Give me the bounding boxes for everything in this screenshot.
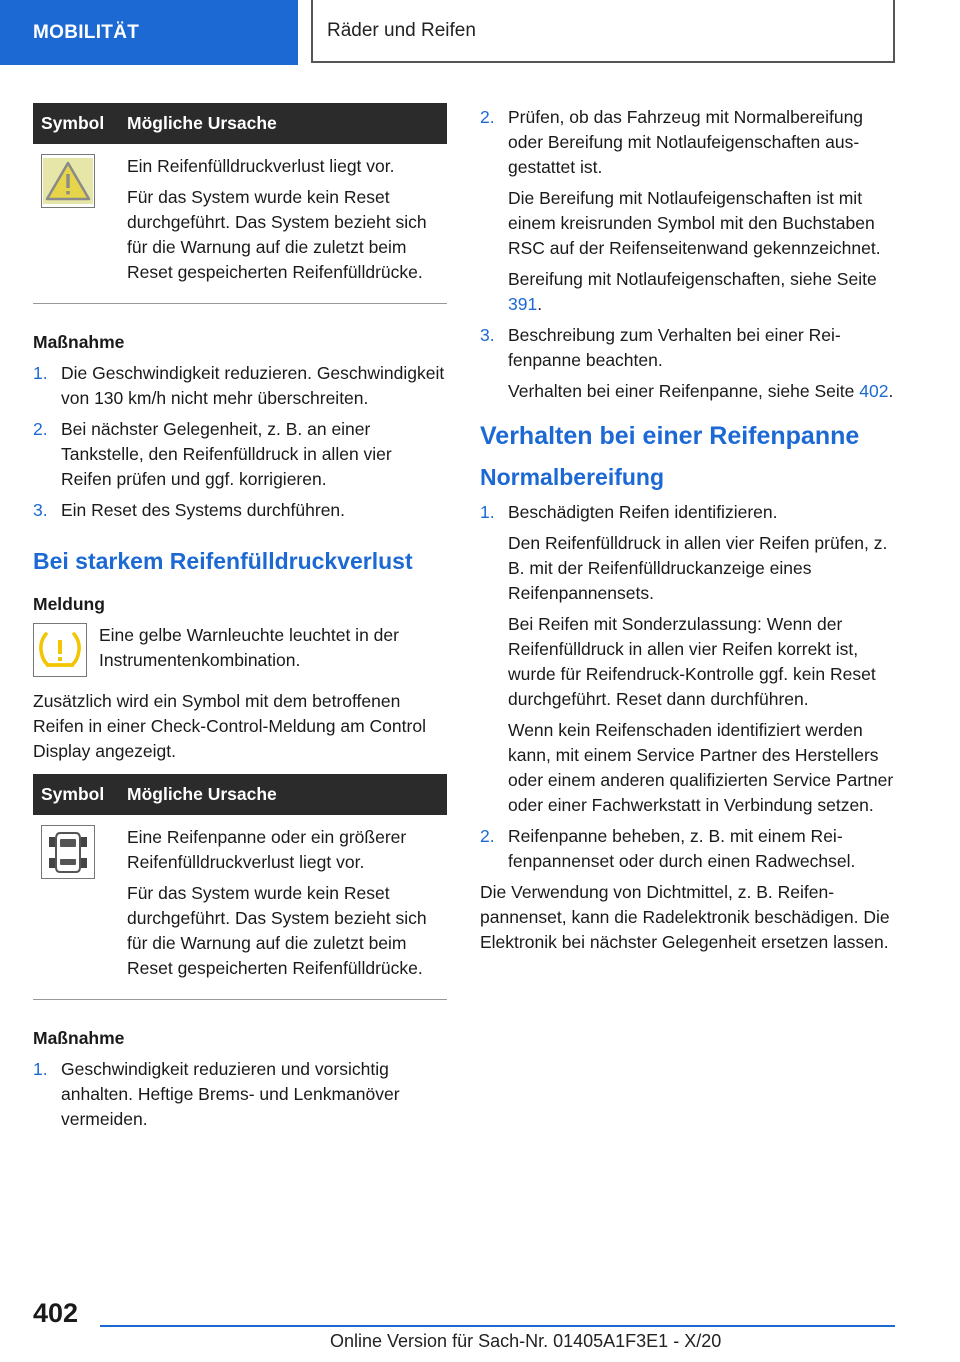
meldung-heading: Meldung — [33, 594, 105, 614]
tire-pressure-warning-icon — [33, 623, 87, 677]
ref-suffix: . — [888, 381, 894, 401]
right-column — [480, 105, 895, 965]
list-item — [33, 1057, 447, 1132]
table-header-cause: Mögliche Ursache — [119, 103, 447, 144]
step-paragraph: Wenn kein Reifenschaden identifiziert werden kann, mit einem Service Partner des Herstellers oder einem anderen qualifizierten Service Partner oder einer Fachwerkstatt in Verbindung setzen. — [508, 720, 894, 815]
massnahme-heading: Maßnahme — [33, 332, 125, 352]
step-paragraph: Den Reifenfülldruck in allen vier Reifen prüfen, z. B. mit der Reifenfülldruckanzeige eines Reifenpannensets. — [508, 533, 888, 603]
cause-text: Für das System wurde kein Reset durchgeführt. Das System bezieht sich für die Warnung auf die zuletzt beim Reset gespeicherten Reifenfülldrücke. — [127, 187, 427, 282]
step-number: 3. — [480, 325, 495, 345]
list-item — [33, 417, 447, 492]
cause-cell — [119, 815, 447, 1000]
symbol-table-2 — [33, 774, 447, 1000]
list-item — [33, 498, 447, 523]
cause-text: Eine Reifenpanne oder ein größerer Reifenfülldruckverlust liegt vor. — [127, 827, 407, 872]
chapter-header — [311, 0, 895, 63]
step-number: 1. — [33, 1059, 48, 1079]
table-row — [33, 815, 447, 1000]
left-column — [33, 103, 447, 1138]
table-header-symbol: Symbol — [33, 103, 119, 144]
ref-text: Bereifung mit Notlaufeigenschaften, siehe Seite — [508, 269, 877, 289]
step-number: 1. — [33, 363, 48, 383]
list-item — [480, 105, 895, 317]
section-heading: Verhalten bei einer Reifenpanne — [480, 422, 860, 450]
page-link[interactable]: 402 — [859, 381, 889, 401]
warning-triangle-icon — [41, 154, 95, 208]
normal-steps-list — [480, 500, 895, 874]
list-item — [480, 323, 895, 404]
subsection-heading: Normalbereifung — [480, 464, 665, 490]
meldung-block — [33, 623, 447, 677]
table-row — [33, 144, 447, 304]
cause-cell — [119, 144, 447, 304]
step-text: Bei nächster Gelegenheit, z. B. an einer Tankstelle, den Reifenfülldruck in allen vier Reifen prüfen und ggf. korrigieren. — [61, 419, 392, 489]
step-number: 2. — [480, 826, 495, 846]
ref-suffix: . — [537, 294, 543, 314]
massnahme-list-1 — [33, 361, 447, 523]
step-text: Beschädigten Reifen identifizieren. — [508, 502, 778, 522]
list-item — [480, 824, 895, 874]
footer-divider — [100, 1325, 895, 1327]
massnahme-list-2 — [33, 1057, 447, 1132]
table-header-cause: Mögliche Ursache — [119, 774, 447, 815]
step-text: Geschwindigkeit reduzieren und vorsichtig anhalten. Heftige Brems- und Lenkmanöver vermeiden. — [61, 1059, 400, 1129]
step-paragraph — [508, 267, 895, 317]
paragraph: Die Verwendung von Dichtmittel, z. B. Reifenpannenset, kann die Radelektronik beschädigen. Die Elektronik bei nächster Gelegenheit ersetzen lassen. — [480, 882, 890, 952]
step-number: 2. — [33, 419, 48, 439]
symbol-cell — [33, 144, 119, 304]
step-number: 1. — [480, 502, 495, 522]
chapter-title: Räder und Reifen — [327, 19, 476, 41]
footer-online-version: Online Version für Sach-Nr. 01405A1F3E1 - X/20 — [330, 1331, 722, 1351]
page-number: 402 — [33, 1298, 79, 1328]
step-number: 3. — [33, 500, 48, 520]
cause-text: Für das System wurde kein Reset durchgeführt. Das System bezieht sich für die Warnung auf die zuletzt beim Reset gespeicherten Reifenfülldrücke. — [127, 883, 427, 978]
car-tire-status-icon — [41, 825, 95, 879]
meldung-text: Eine gelbe Warnleuchte leuchtet in der Instrumentenkombination. — [99, 625, 399, 670]
ref-text: Verhalten bei einer Reifenpanne, siehe Seite — [508, 381, 860, 401]
page-link[interactable]: 391 — [508, 294, 538, 314]
step-text: Die Geschwindigkeit reduzieren. Geschwindigkeit von 130 km/h nicht mehr überschreiten. — [61, 363, 445, 408]
step-paragraph: Bei Reifen mit Sonderzulassung: Wenn der Reifenfülldruck in allen vier Reifen korrekt ist, wurde für Reifendruck-Kontrolle ggf. kein Reset durchgeführt. Reset dann durchführen. — [508, 614, 876, 709]
cause-text: Ein Reifenfülldruckverlust liegt vor. — [127, 156, 395, 176]
step-number: 2. — [480, 107, 495, 127]
section-title: MOBILITÄT — [33, 21, 140, 43]
step-paragraph: Die Bereifung mit Notlaufeigenschaften ist mit einem kreisrunden Symbol mit den Buchstaben RSC auf der Reifenseitenwand gekennzeichnet. — [508, 188, 881, 258]
step-paragraph — [508, 379, 895, 404]
symbol-cell — [33, 815, 119, 1000]
section-heading: Bei starkem Reifenfülldruckverlust — [33, 548, 413, 574]
step-text: Beschreibung zum Verhalten bei einer Reifenpanne beachten. — [508, 325, 841, 370]
list-item — [480, 500, 895, 818]
symbol-table-1 — [33, 103, 447, 304]
step-text: Ein Reset des Systems durchführen. — [61, 500, 346, 520]
step-text: Reifenpanne beheben, z. B. mit einem Reifenpannenset oder durch einen Radwechsel. — [508, 826, 856, 871]
paragraph: Zusätzlich wird ein Symbol mit dem betroffenen Reifen in einer Check-Control-Meldung am Control Display angezeigt. — [33, 691, 426, 761]
step-text: Prüfen, ob das Fahrzeug mit Normalbereifung oder Bereifung mit Notlaufeigenschaften ausgestattet ist. — [508, 107, 864, 177]
list-item — [33, 361, 447, 411]
check-steps-list — [480, 105, 895, 404]
section-tab — [0, 0, 298, 65]
table-header-symbol: Symbol — [33, 774, 119, 815]
massnahme-heading: Maßnahme — [33, 1028, 125, 1048]
